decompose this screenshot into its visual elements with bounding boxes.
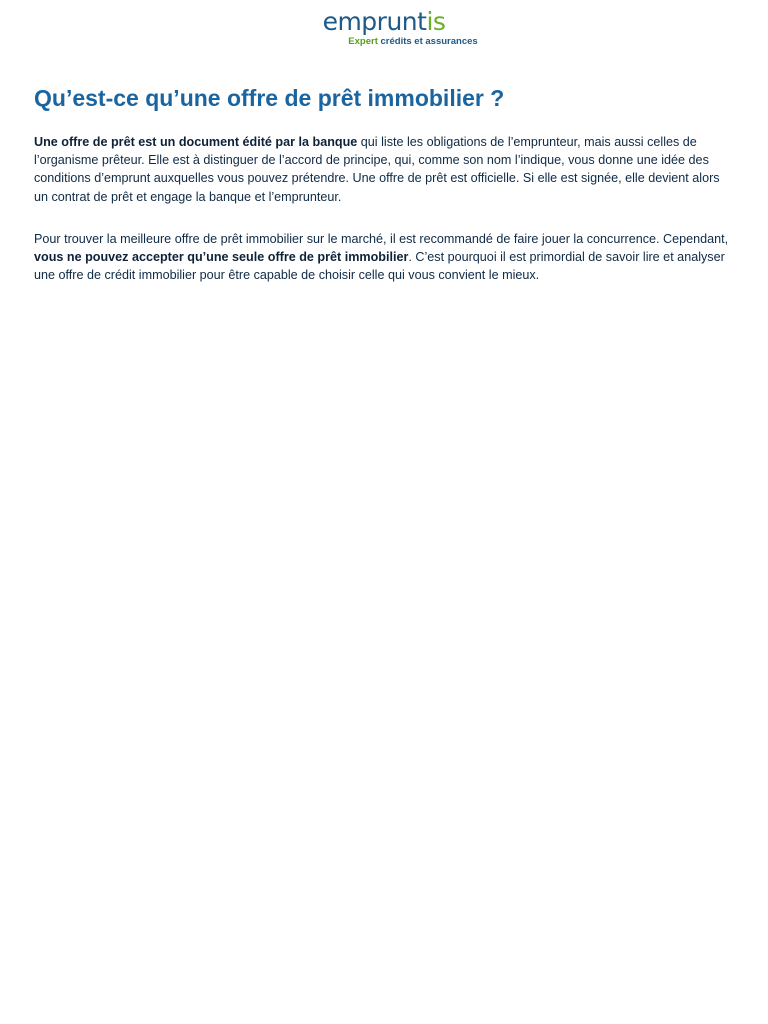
advice-paragraph-text-after: . C’est pourquoi il est primordial de savoir lire et analyser une offre de crédit immobilier pour être capable de choisir celle qui vous convient le mieux. xyxy=(34,250,725,283)
brand-logo[interactable] xyxy=(0,8,768,48)
advice-paragraph-text-before: Pour trouver la meilleure offre de prêt immobilier sur le marché, il est recommandé de faire jouer la concurrence. Cependant, xyxy=(34,232,729,246)
logo-wordmark xyxy=(323,8,446,36)
logo-tagline xyxy=(0,36,768,48)
logo-wordmark-main: emprunt xyxy=(322,7,427,36)
logo-wordmark-accent: is xyxy=(426,7,446,36)
page-title: Qu’est-ce qu’une offre de prêt immobilier ? xyxy=(34,85,505,111)
advice-paragraph xyxy=(34,230,734,285)
intro-paragraph-text: qui liste les obligations de l’emprunteur, mais aussi celles de l’organisme prêteur. Elle est à distinguer de l’accord de principe, qui, comme son nom l’indique, vous donne une idée des conditions d’emprunt auxquelles vous pouvez prétendre. Une offre de prêt est officielle. Si elle est signée, elle devient alors un contrat de prêt et engage la banque et l’emprunteur. xyxy=(34,135,720,204)
intro-paragraph xyxy=(34,133,734,206)
logo-tagline-rest: crédits et assurances xyxy=(380,36,478,47)
advice-paragraph-bold: vous ne pouvez accepter qu’une seule offre de prêt immobilier xyxy=(34,250,409,265)
intro-paragraph-bold: Une offre de prêt est un document édité par la banque xyxy=(34,135,358,149)
logo-tagline-prefix: Expert xyxy=(348,36,378,47)
